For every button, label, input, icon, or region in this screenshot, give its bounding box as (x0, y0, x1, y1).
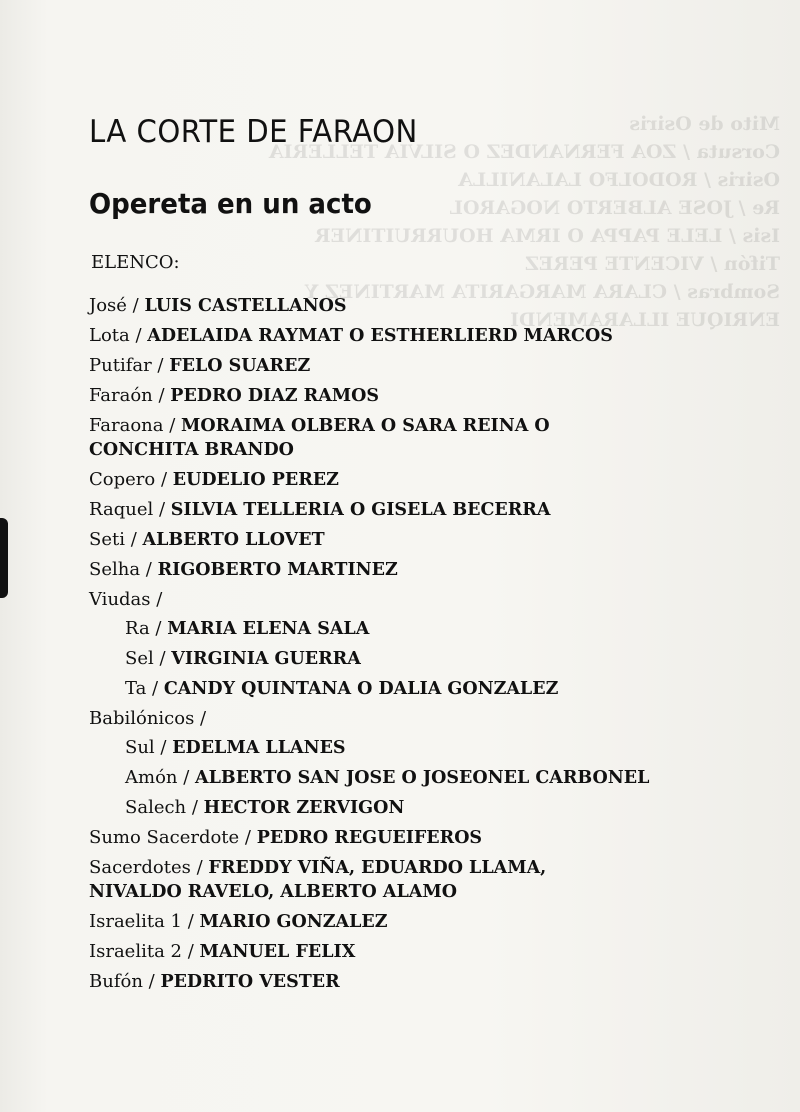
group-name: Viudas / (89, 589, 163, 610)
actor-name: VIRGINIA GUERRA (171, 649, 361, 669)
actor-name: ALBERTO SAN JOSE O JOSEONEL CARBONEL (195, 768, 650, 788)
role-name: Sul / (125, 737, 167, 758)
actor-name: RIGOBERTO MARTINEZ (157, 560, 398, 580)
program-content (89, 108, 779, 997)
cast-row (89, 321, 779, 351)
actor-name: PEDRO DIAZ RAMOS (170, 386, 380, 406)
bleed-through-reverse-text: Mito de Osiris Corsuta / ZOA FERNANDEZ O SILVIA TELLERIA Osiris / RODOLFO LALANILLA Re / JOSE ALBERTO NOGAROL Isis / LELE PAPPA O IRMA HOURRUITINER Tifón / VICENTE PEREZ Sombras / CLARA MARGARITA MARTINEZ Y ENRIQUE ILLARAMENDI (268, 113, 780, 331)
actor-name: CANDY QUINTANA O DALIA GONZALEZ (163, 679, 559, 699)
role-name: Lota / (89, 325, 142, 346)
actor-name: ALBERTO LLOVET (142, 530, 325, 550)
actor-name: HECTOR ZERVIGON (203, 798, 405, 818)
binding-mark (0, 518, 8, 598)
role-name: Sel / (125, 648, 166, 669)
cast-row (89, 823, 779, 853)
actor-name: FELO SUAREZ (169, 356, 311, 376)
role-name: Sumo Sacerdote / (89, 827, 251, 848)
actor-name: PEDRO REGUEIFEROS (256, 828, 483, 848)
role-name: Selha / (89, 559, 152, 580)
role-name: Israelita 1 / (89, 911, 194, 932)
cast-row (89, 495, 779, 525)
role-name: Amón / (125, 767, 190, 788)
role-name: Raquel / (89, 499, 166, 520)
cast-group-label (89, 585, 779, 614)
cast-row (89, 465, 779, 495)
role-name: Ta / (125, 678, 159, 699)
cast-row (89, 644, 779, 674)
actor-name: EDELMA LLANES (172, 738, 346, 758)
role-name: Faraón / (89, 385, 165, 406)
cast-row (89, 381, 779, 411)
role-name: Israelita 2 / (89, 941, 194, 962)
role-name: Putifar / (89, 355, 164, 376)
role-name: José / (89, 295, 139, 316)
page-title: LA CORTE DE FARAON (89, 114, 418, 150)
cast-row (89, 351, 779, 381)
role-name: Bufón / (89, 971, 155, 992)
cast-list (89, 291, 779, 997)
cast-row (89, 907, 779, 937)
actor-name: MANUEL FELIX (199, 942, 356, 962)
actor-name: SILVIA TELLERIA O GISELA BECERRA (170, 500, 551, 520)
cast-row (89, 853, 599, 907)
cast-row (89, 733, 779, 763)
actor-name: FREDDY VIÑA, EDUARDO LLAMA, NIVALDO RAVELO, ALBERTO ALAMO (89, 858, 547, 902)
cast-row (89, 937, 779, 967)
cast-row (89, 793, 779, 823)
cast-row (89, 763, 779, 793)
actor-name: EUDELIO PEREZ (172, 470, 339, 490)
role-name: Copero / (89, 469, 168, 490)
actor-name: MARIO GONZALEZ (199, 912, 388, 932)
actor-name: ADELAIDA RAYMAT O ESTHERLIERD MARCOS (147, 326, 613, 346)
cast-row (89, 555, 779, 585)
cast-group-label (89, 704, 779, 733)
cast-row (89, 411, 609, 465)
actor-name: MARIA ELENA SALA (167, 619, 370, 639)
cast-row (89, 291, 779, 321)
actor-name: MORAIMA OLBERA O SARA REINA O CONCHITA BRANDO (89, 416, 550, 460)
cast-row (89, 674, 779, 704)
actor-name: LUIS CASTELLANOS (144, 296, 347, 316)
cast-heading: ELENCO: (91, 252, 180, 273)
role-name: Faraona / (89, 415, 176, 436)
page-subtitle: Opereta en un acto (89, 187, 372, 220)
cast-row (89, 614, 779, 644)
group-name: Babilónicos / (89, 708, 207, 729)
actor-name: PEDRITO VESTER (160, 972, 340, 992)
role-name: Sacerdotes / (89, 857, 203, 878)
role-name: Seti / (89, 529, 137, 550)
role-name: Salech / (125, 797, 198, 818)
cast-row (89, 967, 779, 997)
cast-row (89, 525, 779, 555)
role-name: Ra / (125, 618, 162, 639)
